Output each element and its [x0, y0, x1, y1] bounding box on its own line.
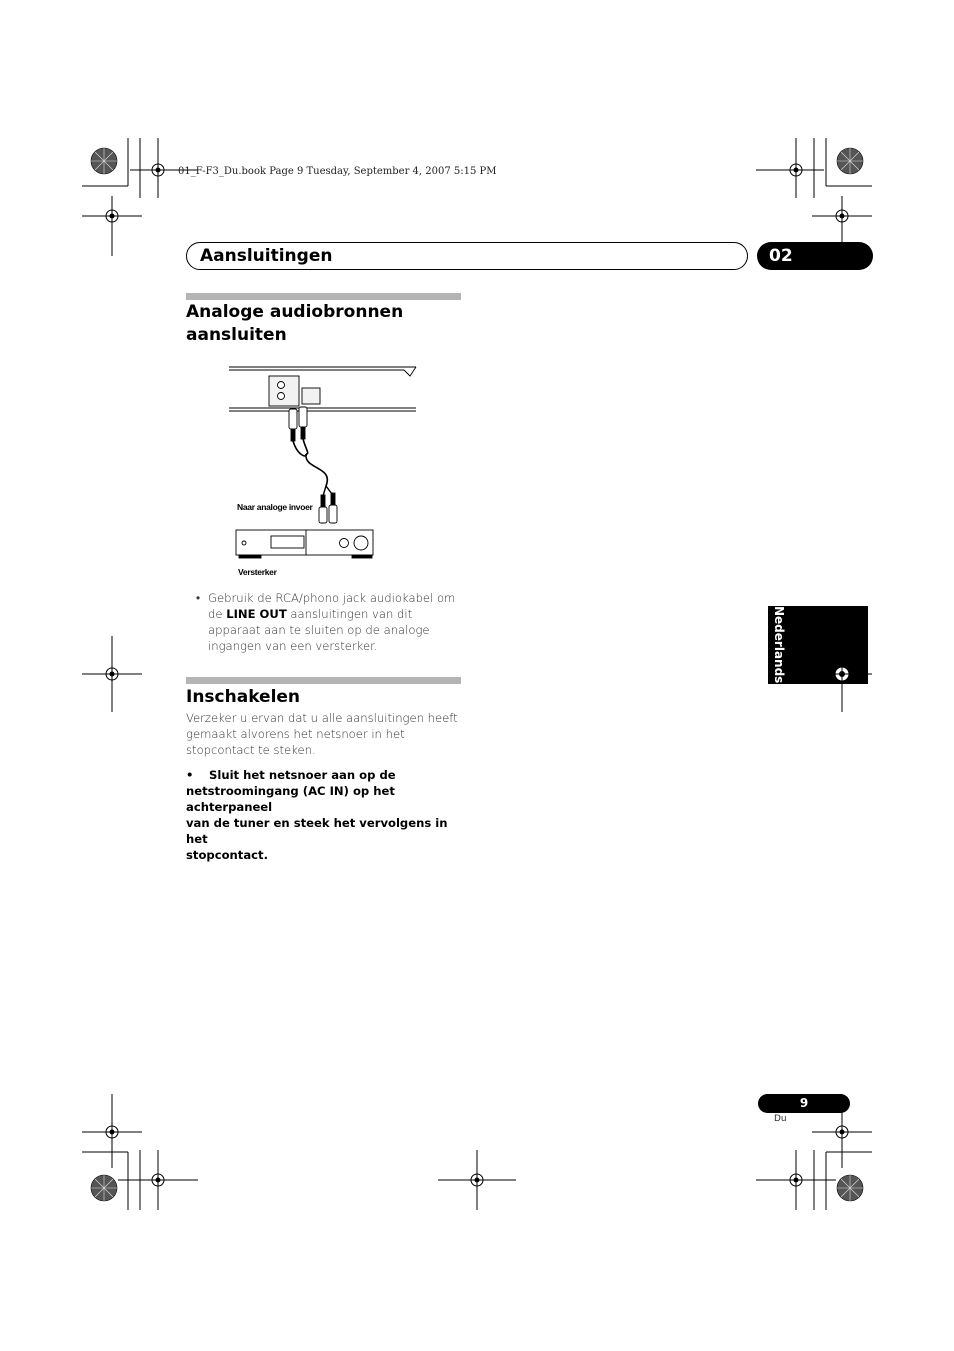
- section-heading-analog: [186, 301, 403, 347]
- step-line-3: van de tuner en steek het vervolgens in het: [186, 816, 448, 846]
- language-tab-target-icon: [832, 664, 852, 684]
- intro-line-2: gemaakt alvorens het netsnoer in het: [186, 727, 405, 741]
- step-bullet: •: [186, 768, 194, 782]
- heading-line-2: aansluiten: [186, 325, 287, 345]
- power-intro: [186, 710, 466, 758]
- step-line-2: netstroomingang (AC IN) op het achterpaneel: [186, 784, 395, 814]
- section-heading-power: Inschakelen: [186, 687, 301, 707]
- bullet-line-1: Gebruik de RCA/phono jack audiokabel om: [208, 591, 456, 605]
- step-line-1: [186, 767, 466, 783]
- heading-line-1: Analoge audiobronnen: [186, 302, 404, 322]
- diagram-label-input: Naar analoge invoer: [237, 502, 313, 512]
- line-out-term: LINE OUT: [226, 607, 287, 621]
- chapter-title: Aansluitingen: [200, 246, 333, 266]
- step-line-1-text: Sluit het netsnoer aan op de: [209, 768, 396, 782]
- connection-diagram: [226, 362, 421, 580]
- section-rule: [186, 293, 461, 300]
- bullet-line-2-post: aansluitingen van dit: [290, 607, 413, 621]
- intro-line-1: Verzeker u ervan dat u alle aansluitingen heeft: [186, 711, 458, 725]
- bullet-line-2-pre: de: [208, 607, 223, 621]
- bullet-line-4: ingangen van een versterker.: [208, 639, 378, 653]
- page-language-code: Du: [774, 1114, 787, 1124]
- power-step: [186, 767, 466, 863]
- language-tab-label: Nederlands: [772, 606, 786, 684]
- bullet-line-2: [208, 606, 468, 622]
- page-number: 9: [758, 1094, 850, 1113]
- print-header: 01_F-F3_Du.book Page 9 Tuesday, September 4, 2007 5:15 PM: [178, 166, 497, 177]
- step-line-4: stopcontact.: [186, 848, 268, 862]
- bullet-item-line-out: [196, 590, 468, 654]
- intro-line-3: stopcontact te steken.: [186, 743, 316, 757]
- bullet-dot: •: [196, 591, 201, 605]
- diagram-label-amplifier: Versterker: [238, 567, 277, 577]
- bullet-line-3: apparaat aan te sluiten op de analoge: [208, 623, 430, 637]
- section-rule: [186, 677, 461, 684]
- chapter-number: 02: [757, 242, 873, 270]
